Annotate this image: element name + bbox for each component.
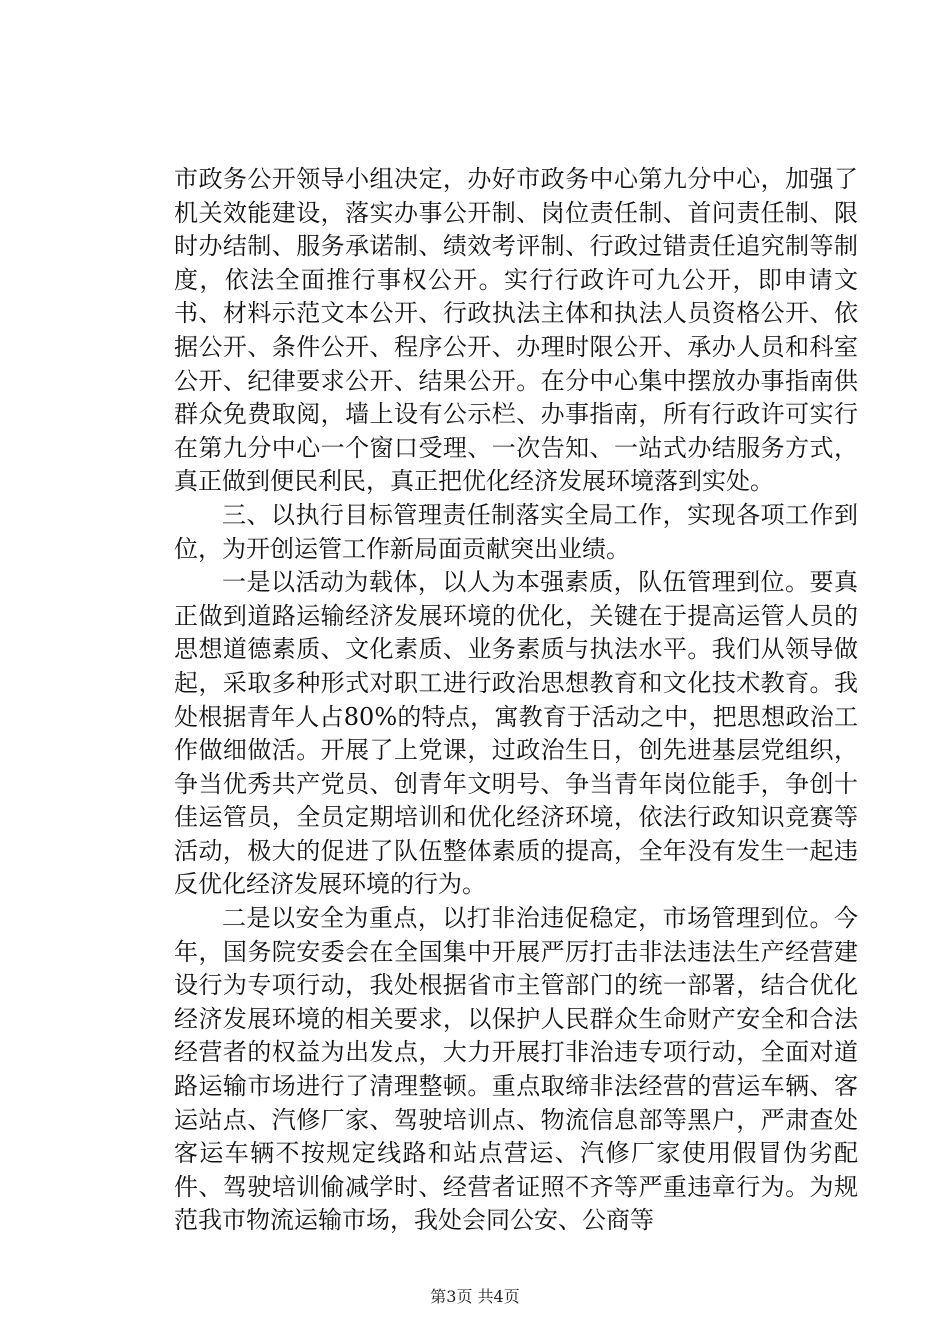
document-body [174, 163, 858, 1238]
page-footer: 第3页 共4页 [430, 1287, 520, 1306]
paragraph-1: 市政务公开领导小组决定，办好市政务中心第九分中心，加强了机关效能建设，落实办事公开制、岗位责任制、首问责任制、限时办结制、服务承诺制、绩效考评制、行政过错责任追究制等制度，依法全面推行事权公开。实行行政许可九公开，即申请文书、材料示范文本公开、行政执法主体和执法人员资格公开、依据公开、条件公开、程序公开、办理时限公开、承办人员和科室公开、纪律要求公开、结果公开。在分中心集中摆放办事指南供群众免费取阅，墙上设有公示栏、办事指南，所有行政许可实行在第九分中心一个窗口受理、一次告知、一站式办结服务方式，真正做到便民利民，真正把优化经济发展环境落到实处。 [174, 165, 858, 496]
paragraph-4: 二是以安全为重点，以打非治违促稳定，市场管理到位。今年，国务院安委会在全国集中开展严厉打击非法违法生产经营建设行为专项行动，我处根据省市主管部门的统一部署，结合优化经济发展环境的相关要求，以保护人民群众生命财产安全和合法经营者的权益为出发点，大力开展打非治违专项行动，全面对道路运输市场进行了清理整顿。重点取缔非法经营的营运车辆、客运站点、汽修厂家、驾驶培训点、物流信息部等黑户，严肃查处客运车辆不按规定线路和站点营运、汽修厂家使用假冒伪劣配件、驾驶培训偷减学时、经营者证照不齐等严重违章行为。为规范我市物流运输市场，我处会同公安、公商等 [174, 904, 858, 1235]
paragraph-2: 三、以执行目标管理责任制落实全局工作，实现各项工作到位，为开创运管工作新局面贡献突出业绩。 [174, 500, 858, 563]
paragraph-3: 一是以活动为载体，以人为本强素质，队伍管理到位。要真正做到道路运输经济发展环境的优化，关键在于提高运管人员的思想道德素质、文化素质、业务素质与执法水平。我们从领导做起，采取多种形式对职工进行政治思想教育和文化技术教育。我处根据青年人占80%的特点，寓教育于活动之中，把思想政治工作做细做活。开展了上党课，过政治生日，创先进基层党组织，争当优秀共产党员、创青年文明号、争当青年岗位能手，争创十佳运管员，全员定期培训和优化经济环境，依法行政知识竞赛等活动，极大的促进了队伍整体素质的提高，全年没有发生一起违反优化经济发展环境的行为。 [174, 568, 858, 899]
